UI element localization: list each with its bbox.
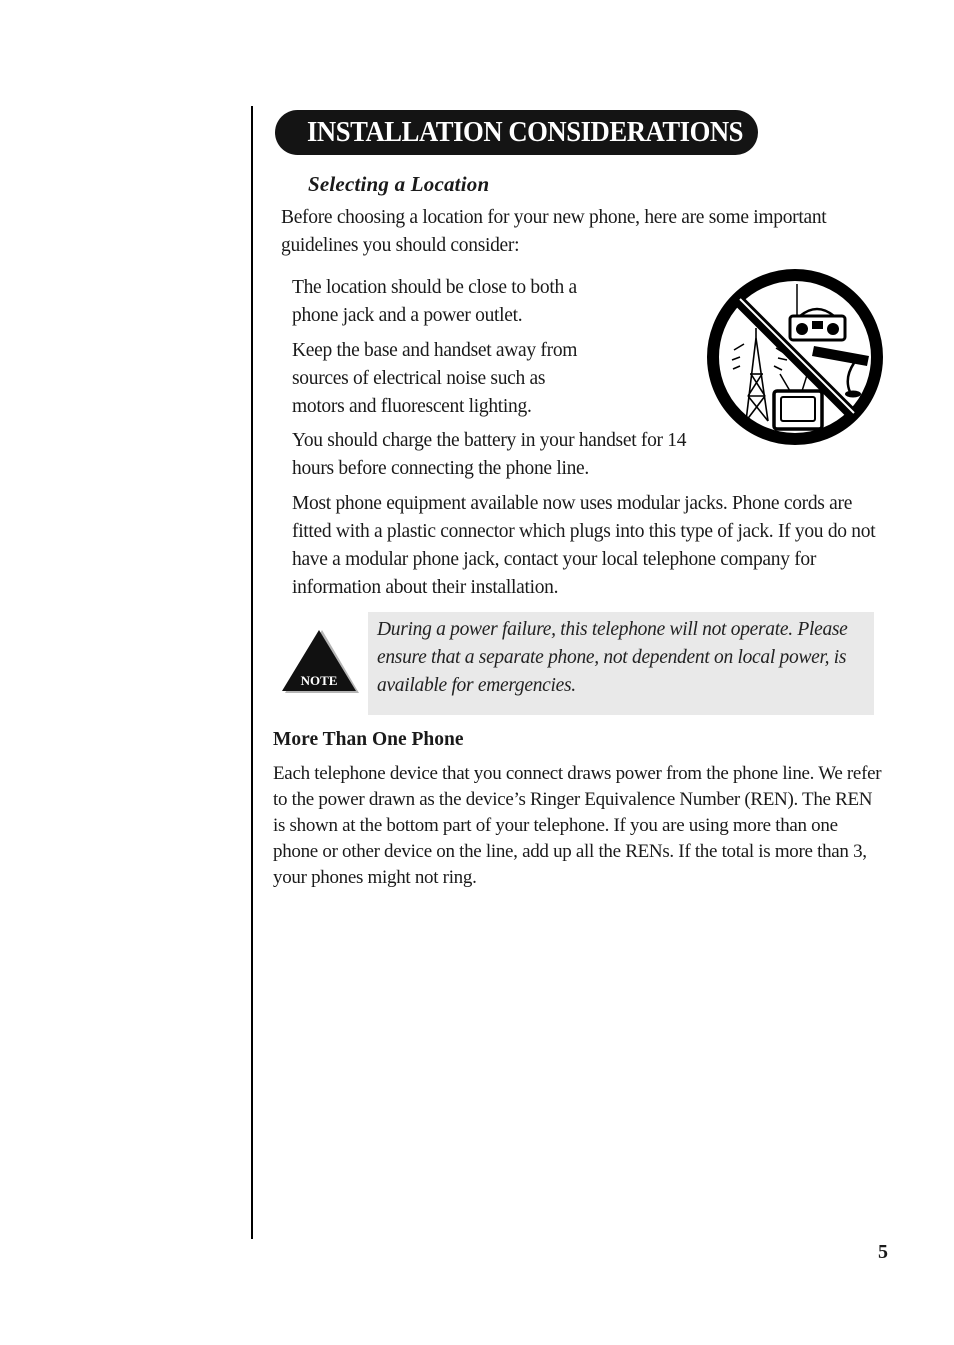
guideline-item: The location should be close to both a phone jack and a power outlet.	[292, 277, 577, 326]
page-number: 5	[878, 1241, 888, 1263]
guideline-item: Most phone equipment available now uses modular jacks. Phone cords are fitted with a plastic connector which plugs into this type of jack. If you do not have a modular phone jack, contact your local telephone company for information about their installation.	[292, 493, 876, 598]
section-banner	[275, 110, 758, 155]
note-callout	[368, 612, 874, 715]
intro-paragraph: Before choosing a location for your new phone, here are some important guidelines you should consider:	[281, 207, 827, 256]
note-warning-icon	[278, 628, 360, 696]
subheading-more-than-one-phone: More Than One Phone	[273, 729, 464, 750]
note-text: During a power failure, this telephone will not operate. Please ensure that a separate phone, not dependent on local power, is available for emergencies.	[377, 619, 848, 696]
margin-rule	[251, 106, 253, 1239]
guideline-item: Keep the base and handset away from sources of electrical noise such as motors and fluorescent lighting.	[292, 340, 578, 417]
note-icon-label: NOTE	[300, 673, 338, 688]
ren-paragraph: Each telephone device that you connect draws power from the phone line. We refer to the power drawn as the device’s Ringer Equivalence Number (REN). The REN is shown at the bottom part of your telephone. If you are using more than one phone or other device on the line, add up all the RENs. If the total is more than 3, your phones might not ring.	[273, 763, 882, 888]
no-interference-sources-icon	[704, 266, 886, 448]
section-title: INSTALLATION CONSIDERATIONS	[307, 116, 744, 148]
subheading-selecting-location: Selecting a Location	[308, 172, 490, 196]
guideline-item: You should charge the battery in your handset for 14 hours before connecting the phone line.	[292, 430, 687, 479]
